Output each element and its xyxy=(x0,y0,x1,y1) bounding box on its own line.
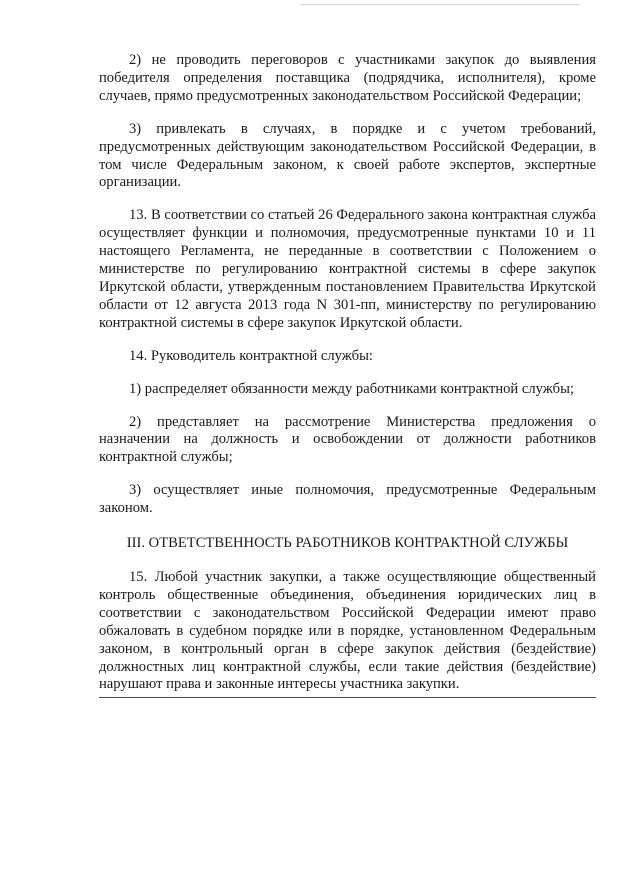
paragraph-clause-13: 13. В соответствии со статьей 26 Федерального закона контрактная служба осуществляет функции и полномочия, предусмотренные пунктами 10 и 11 настоящего Регламента, не переданные в соответствии с Положением о министерстве по регулированию контрактной системы в сфере закупок Иркутской области, утвержденным постановлением Правительства Иркутской области от 12 августа 2013 года N 301-пп, министерству по регулированию контрактной системы в сфере закупок Иркутской области. xyxy=(99,207,596,331)
section-heading: III. ОТВЕТСТВЕННОСТЬ РАБОТНИКОВ КОНТРАКТНОЙ СЛУЖБЫ xyxy=(126,535,569,552)
paragraph-clause-15: 15. Любой участник закупки, а также осуществляющие общественный контроль общественные объединения, объединения юридических лиц в соответствии с законодательством Российской Федерации имеют право обжаловать в судебном порядке или в порядке, установленном Федеральным законом, в контрольный орган в сфере закупок действия (бездействие) должностных лиц контрактной службы, если такие действия (бездействие) нарушают права и законные интересы участника закупки. xyxy=(99,569,596,693)
paragraph-item-3-experts: 3) привлекать в случаях, в порядке и с учетом требований, предусмотренных действующим законодательством Российской Федерации, в том числе Федеральным законом, к своей работе экспертов, экспертные организации. xyxy=(99,120,596,191)
paragraph-clause-14: 14. Руководитель контрактной службы: xyxy=(129,347,373,364)
paragraph-item-2-negotiations: 2) не проводить переговоров с участниками закупок до выявления победителя определения поставщика (подрядчика, исполнителя), кроме случаев, прямо предусмотренных законодательством Российской Федерации; xyxy=(99,52,596,104)
paragraph-clause-14-item-3: 3) осуществляет иные полномочия, предусмотренные Федеральным законом. xyxy=(99,482,596,517)
paragraph-clause-14-item-2: 2) представляет на рассмотрение Министерства предложения о назначении на должность и освобождении от должности работников контрактной службы; xyxy=(99,413,596,466)
footnote-separator-line xyxy=(99,697,596,698)
paragraph-clause-14-item-1: 1) распределяет обязанности между работниками контрактной службы; xyxy=(129,380,574,397)
document-body xyxy=(99,52,596,709)
scan-artifact-line xyxy=(300,4,580,5)
